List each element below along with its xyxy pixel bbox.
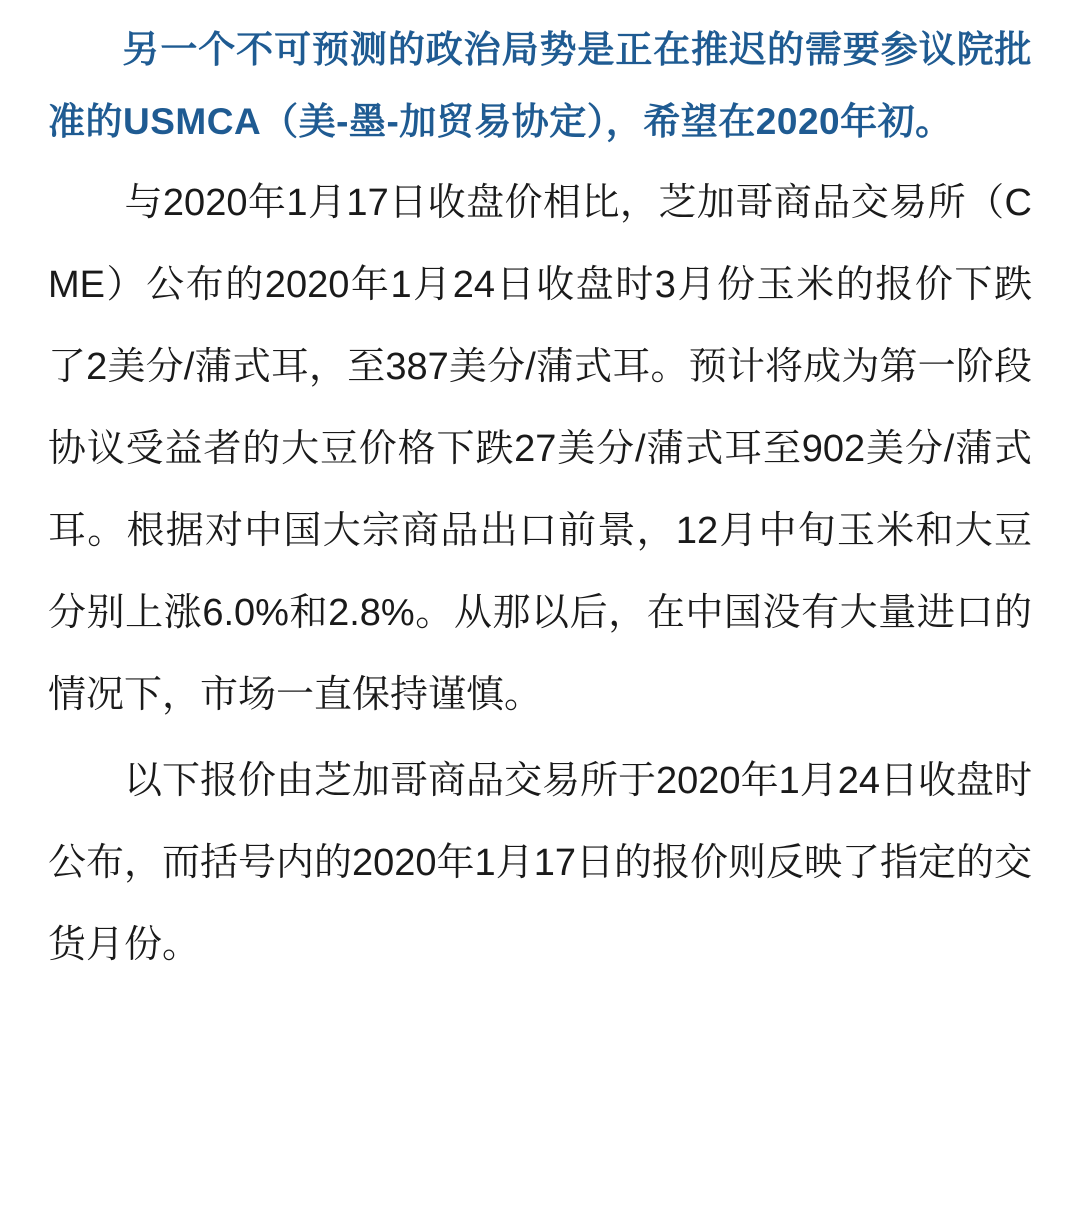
paragraph-text: 以下报价由芝加哥商品交易所于2020年1月24日收盘时公布，而括号内的2020年1月17日的报价则反映了指定的交货月份。: [48, 760, 1032, 966]
paragraph-text: 与2020年1月17日收盘价相比，芝加哥商品交易所（CME）公布的2020年1月24日收盘时3月份玉米的报价下跌了2美分/蒲式耳，至387美分/蒲式耳。预计将成为第一阶段协议受益者的大豆价格下跌27美分/蒲式耳至902美分/蒲式耳。根据对中国大宗商品出口前景，12月中旬玉米和大豆分别上涨6.0%和2.8%。从那以后，在中国没有大量进口的情况下，市场一直保持谨慎。: [48, 182, 1032, 716]
paragraph-highlight: [48, 14, 1032, 158]
paragraph-text: 另一个不可预测的政治局势是正在推迟的需要参议院批准的USMCA（美-墨-加贸易协定），希望在2020年初。: [48, 29, 1032, 142]
paragraph-quote-note: [48, 740, 1032, 986]
paragraph-market-quotes: [48, 162, 1032, 736]
